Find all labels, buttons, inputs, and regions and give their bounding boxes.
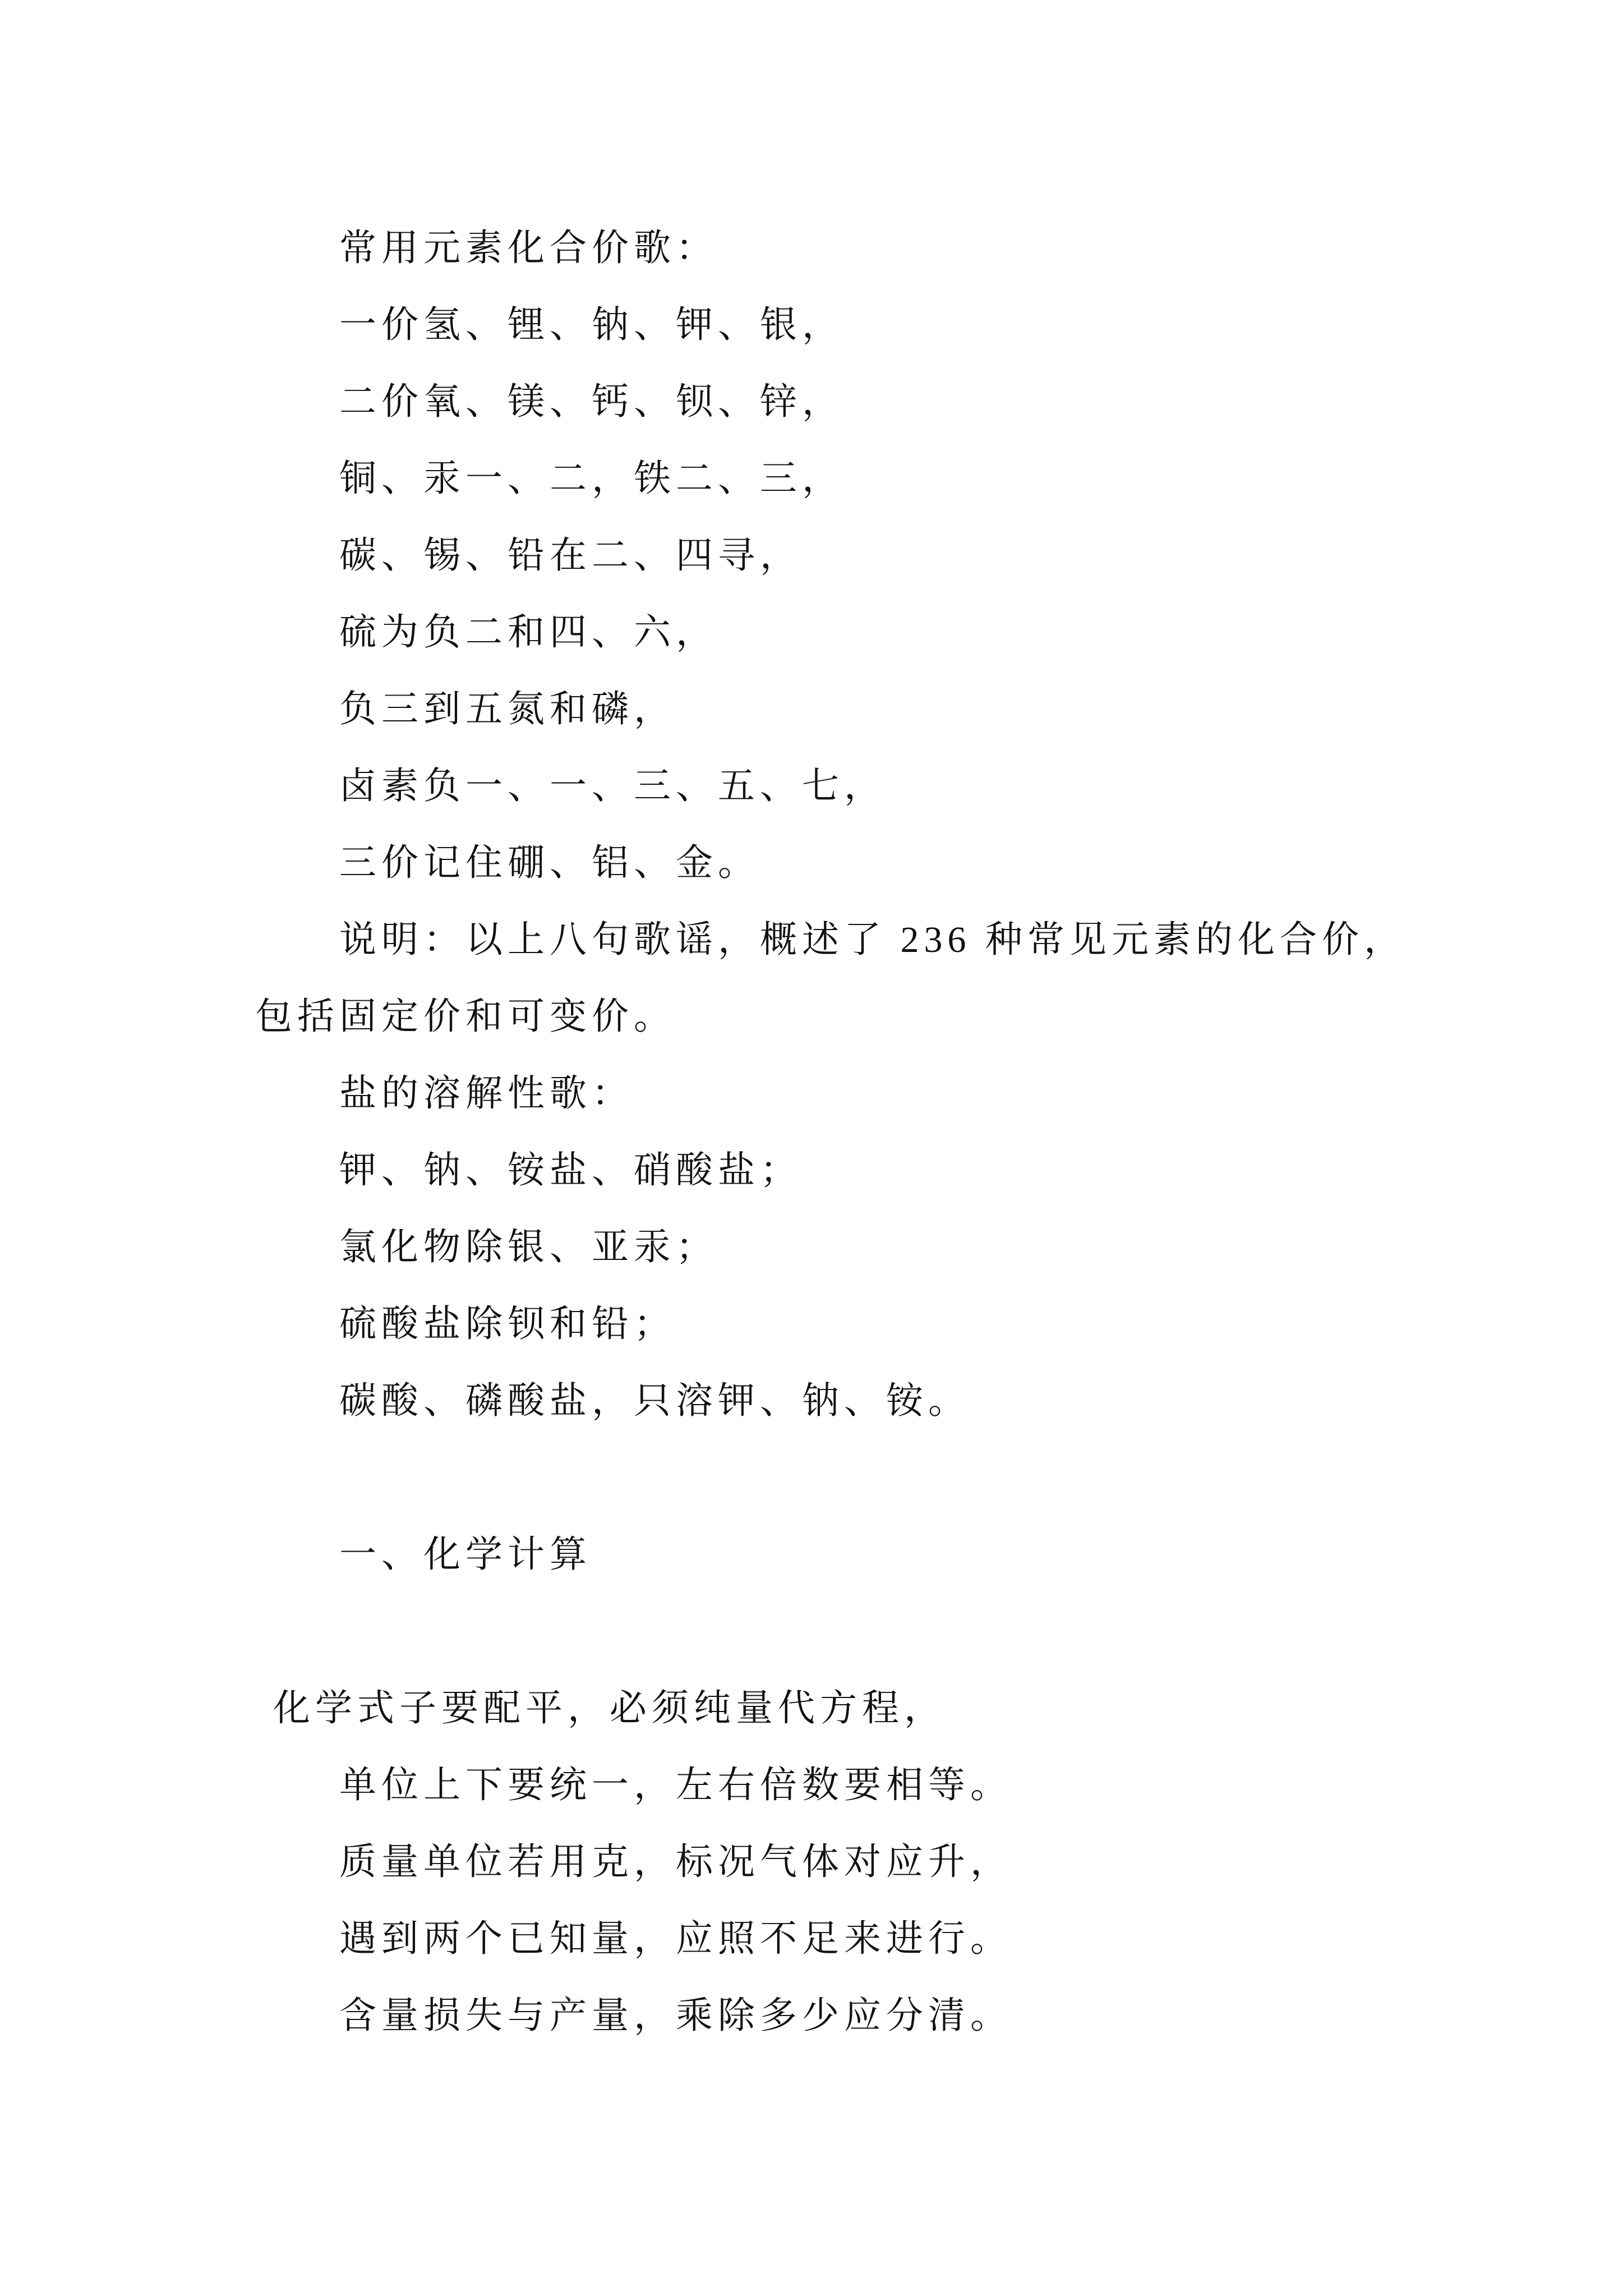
section-heading: 一、化学计算: [339, 1534, 592, 1575]
solubility-song-title: 盐的溶解性歌：: [339, 1073, 634, 1114]
valence-note-line: 说明：以上八句歌谣，概述了 236 种常见元素的化合价，: [339, 919, 1406, 960]
solubility-song-line: 钾、钠、铵盐、硝酸盐；: [339, 1150, 802, 1191]
calculation-song-line: 单位上下要统一，左右倍数要相等。: [339, 1765, 1012, 1806]
blank-line: [0, 1439, 1623, 1516]
valence-song-line: 碳、锡、铅在二、四寻，: [339, 535, 802, 576]
valence-song-line: 一价氢、锂、钠、钾、银，: [339, 305, 844, 346]
solubility-song-line: 碳酸、磷酸盐，只溶钾、钠、铵。: [339, 1381, 970, 1421]
solubility-song-line: 硫酸盐除钡和铅；: [339, 1304, 676, 1345]
solubility-song-line: 氯化物除银、亚汞；: [339, 1227, 718, 1268]
valence-song-line: 负三到五氮和磷，: [339, 689, 676, 730]
calculation-song-line: 含量损失与产量，乘除多少应分清。: [339, 1995, 1012, 2036]
valence-note-line: 包括固定价和可变价。: [255, 996, 676, 1037]
valence-song-line: 硫为负二和四、六，: [339, 612, 718, 653]
blank-line: [0, 1593, 1623, 1670]
calculation-song-line: 遇到两个已知量，应照不足来进行。: [339, 1918, 1012, 1959]
calculation-song-line: 化学式子要配平，必须纯量代方程，: [273, 1688, 946, 1729]
valence-song-line: 三价记住硼、铝、金。: [339, 843, 760, 884]
calculation-song-line: 质量单位若用克，标况气体对应升，: [339, 1842, 1012, 1883]
valence-song-line: 铜、汞一、二，铁二、三，: [339, 458, 844, 499]
valence-song-line: 卤素负一、一、三、五、七，: [339, 766, 886, 807]
valence-song-line: 二价氧、镁、钙、钡、锌，: [339, 381, 844, 422]
valence-song-title: 常用元素化合价歌：: [339, 228, 718, 269]
